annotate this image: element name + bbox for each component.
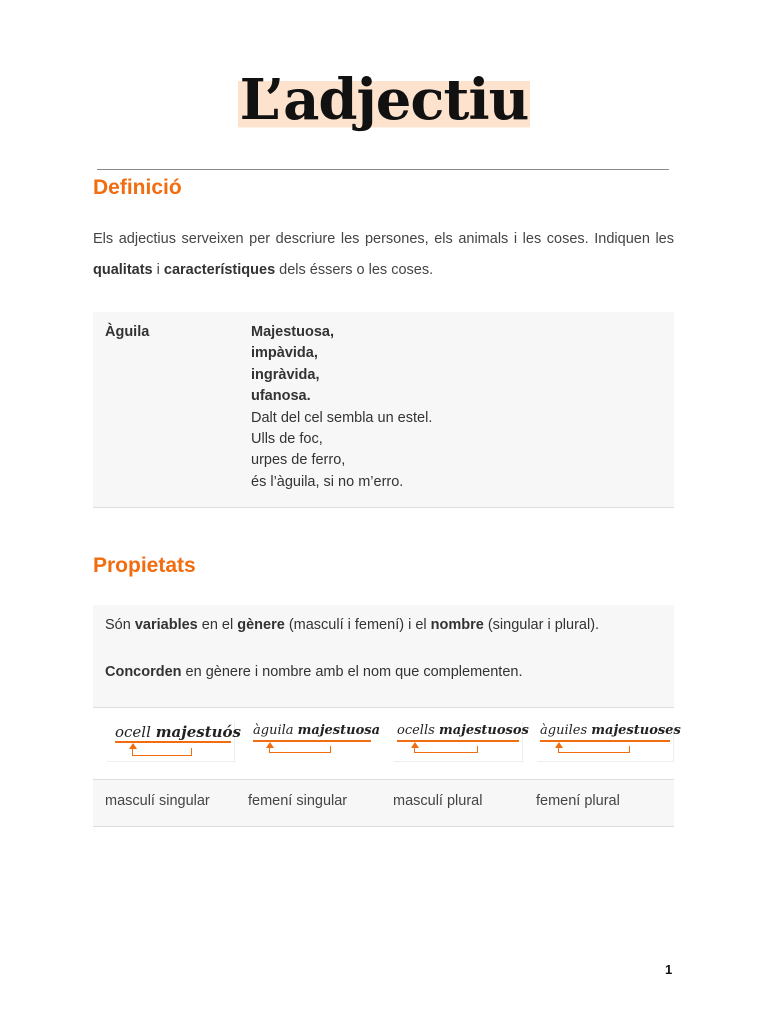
agreement-example <box>107 722 241 762</box>
example-adjective: majestuosos <box>438 723 529 738</box>
example-connector-line <box>132 748 192 756</box>
agreement-label: femení plural <box>536 793 620 809</box>
definition-term-qualitats: qualitats <box>93 262 153 278</box>
poem-lines <box>251 322 432 493</box>
properties-term-variables: variables <box>134 617 198 633</box>
properties-line-variables <box>105 617 599 633</box>
poem-line: urpes de ferro, <box>251 452 346 469</box>
example-phrase <box>253 723 380 738</box>
poem-line: Majestuosa, <box>251 324 334 340</box>
poem-line: és l’àguila, si no m’erro. <box>251 473 404 490</box>
definition-heading: Definició <box>93 176 182 199</box>
page-number: 1 <box>665 962 673 977</box>
example-noun: ocell <box>115 723 151 741</box>
example-connector-line <box>558 746 630 753</box>
poem-word: Àguila <box>105 324 150 340</box>
agreement-example <box>537 722 681 762</box>
properties-text: Són <box>105 617 135 633</box>
properties-term-genere: gènere <box>237 617 285 633</box>
agreement-label: masculí plural <box>393 793 483 809</box>
definition-connector: i <box>152 262 164 278</box>
poem-line: ufanosa. <box>251 388 311 405</box>
agreement-examples-row <box>93 708 681 780</box>
properties-text: en el <box>197 617 238 633</box>
definition-term-caracteristiques: característiques <box>163 262 276 278</box>
page-title: L’adjectiu <box>239 67 529 133</box>
definition-text-end: dels éssers o les coses. <box>275 262 434 278</box>
definition-paragraph <box>93 224 674 286</box>
poem-line: impàvida, <box>251 345 318 362</box>
title-container <box>0 67 768 133</box>
title-divider <box>97 169 669 170</box>
poem-line: Dalt del cel sembla un estel. <box>251 409 433 426</box>
example-phrase <box>397 723 529 738</box>
agreement-label: masculí singular <box>105 793 210 809</box>
example-phrase <box>540 723 681 738</box>
example-noun: àguiles <box>540 723 588 738</box>
properties-text: (masculí i femení) i el <box>284 617 431 633</box>
example-phrase <box>115 723 241 741</box>
poem-line: Ulls de foc, <box>251 431 323 448</box>
agreement-example <box>250 722 378 762</box>
example-adjective: majestuoses <box>591 723 681 738</box>
example-adjective: majestuós <box>155 723 241 741</box>
properties-heading: Propietats <box>93 554 196 577</box>
properties-text: en gènere i nombre amb el nom que complementen. <box>181 664 523 680</box>
definition-text-start: Els adjectius serveixen per descriure les persones, els animals i les coses. Indiquen les <box>93 231 674 247</box>
example-connector-line <box>414 746 478 753</box>
agreement-label: femení singular <box>248 793 348 809</box>
properties-box <box>93 605 674 708</box>
example-noun: àguila <box>253 723 294 738</box>
poem-line: ingràvida, <box>251 366 320 383</box>
agreement-example <box>394 722 529 762</box>
example-adjective: majestuosa <box>297 723 380 738</box>
properties-text: (singular i plural). <box>483 617 600 633</box>
example-connector-line <box>269 746 331 753</box>
properties-term-nombre: nombre <box>430 617 484 633</box>
poem-box <box>93 312 674 508</box>
example-noun: ocells <box>397 723 435 738</box>
properties-line-concorden <box>105 664 522 680</box>
agreement-labels-row <box>93 780 674 827</box>
properties-term-concorden: Concorden <box>105 664 182 680</box>
